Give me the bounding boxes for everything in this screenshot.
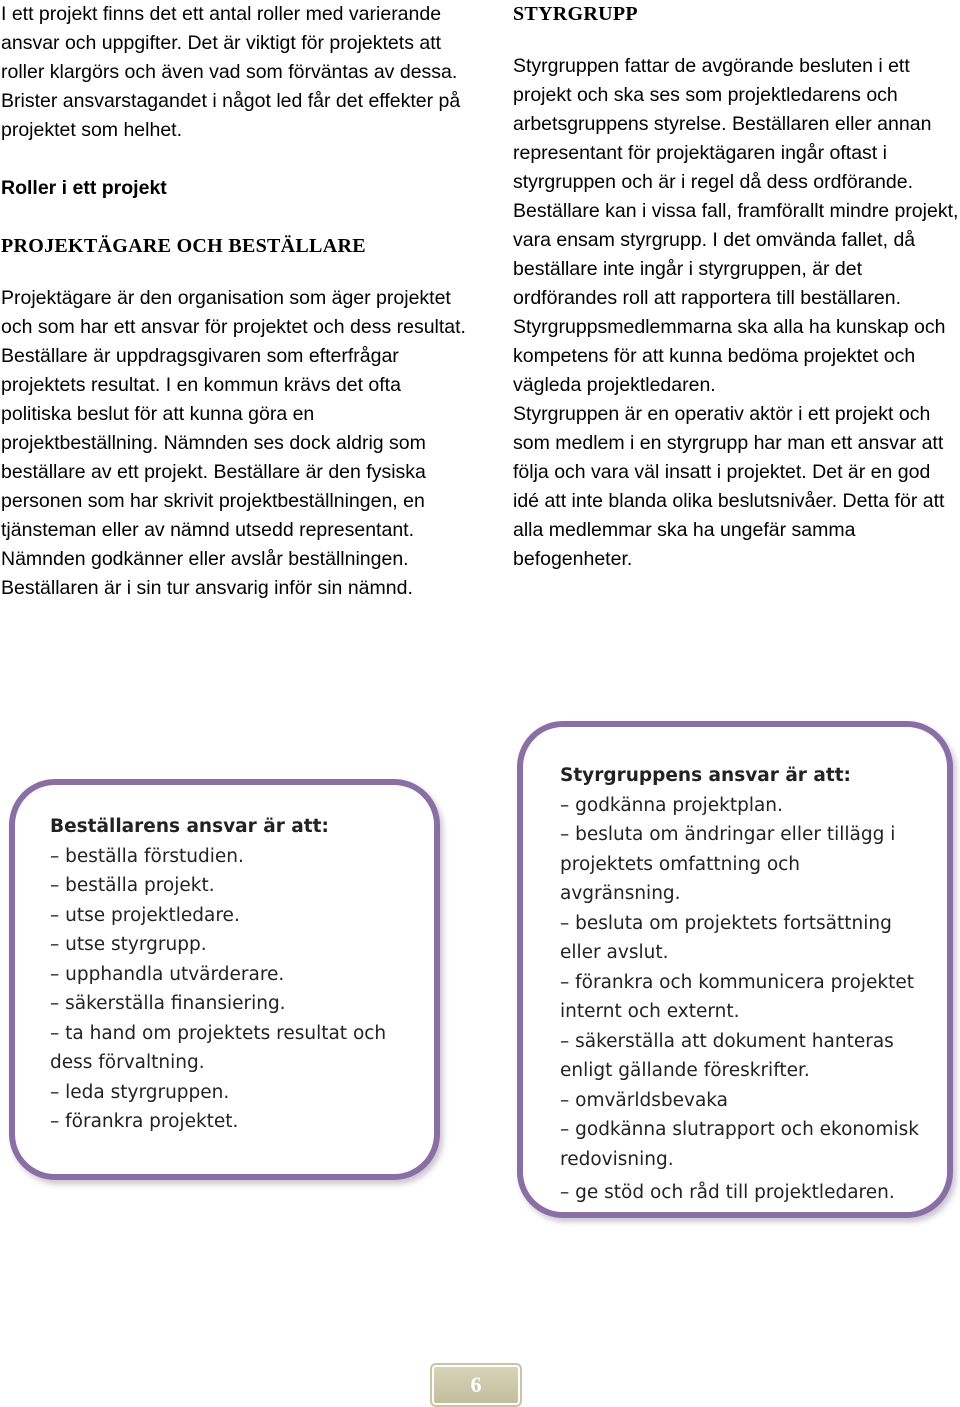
projektagare-body: Projektägare är den organisation som äger projektet och som har ett ansvar för projektet och dess resultat. Beställare är uppdragsgivaren som efterfrågar projektets resultat. I en kommun krävs det ofta politiska beslut för att kunna göra en projektbeställning. Nämnden ses dock aldrig som beställare av ett projekt. Beställare är den fysiska personen som har skrivit projektbeställningen, en tjänsteman eller av nämnd utsedd representant. Nämnden godkänner eller avslår beställningen. Beställaren är i sin tur ansvarig inför sin nämnd.: [1, 287, 466, 599]
list-item: – utse styrgrupp.: [50, 934, 207, 955]
styrgrupp-responsibility-box: [517, 721, 953, 1218]
list-item: – säkerställa att dokument hanteras enligt gällande föreskrifter.: [560, 1030, 894, 1081]
list-item: – godkänna projektplan.: [560, 794, 783, 816]
list-item: – förankra och kommunicera projektet internt och externt.: [560, 971, 915, 1022]
list-item: – godkänna slutrapport och ekonomisk redovisning.: [560, 1119, 919, 1170]
list-item: – omvärldsbevaka: [560, 1089, 729, 1111]
styrgrupp-body-2: Styrgruppsmedlemmarna ska alla ha kunskap och kompetens för att kunna bedöma projektet och vägleda projektledaren.: [513, 316, 946, 396]
list-item: – besluta om ändringar eller tillägg i projektets omfattning och avgränsning.: [560, 824, 896, 904]
styrgrupp-heading: STYRGRUPP: [513, 3, 638, 25]
list-item: – leda styrgruppen.: [50, 1081, 230, 1103]
left-column: [1, 0, 471, 603]
list-item: – beställa projekt.: [50, 875, 215, 896]
list-item: – ge stöd och råd till projektledaren.: [560, 1182, 895, 1203]
list-item: – säkerställa finansiering.: [50, 993, 286, 1014]
bestallare-box-title: Beställarens ansvar är att:: [50, 816, 329, 837]
bestallare-responsibility-box: [9, 779, 440, 1180]
styrgrupp-responsibility-list: [560, 791, 923, 1208]
styrgrupp-body-3: Styrgruppen är en operativ aktör i ett projekt och som medlem i en styrgrupp har man ett ansvar att följa och vara väl insatt i projektet. Det är en god idé att inte blanda olika beslutsnivåer. Detta för att alla medlemmar ska ha ungefär samma befogenheter.: [513, 403, 945, 570]
projektagare-heading: PROJEKTÄGARE OCH BESTÄLLARE: [1, 235, 366, 257]
roles-heading: Roller i ett projekt: [1, 177, 167, 199]
styrgrupp-body: Styrgruppen fattar de avgörande besluten i ett projekt och ska ses som projektledarens och arbetsgruppens styrelse. Beställaren eller annan representant för projektägaren ingår oftast i styrgruppen och är i regel då dess ordförande. Beställare kan i vissa fall, framförallt mindre projekt, vara ensam styrgrupp. I det omvända fallet, då beställare inte ingår i styrgruppen, är det ordförandes roll att rapportera till beställaren.: [513, 55, 959, 309]
intro-paragraph: I ett projekt finns det ett antal roller med varierande ansvar och uppgifter. Det är viktigt för projektets att roller klargörs och även vad som förväntas av dessa. Brister ansvarstagandet i något led får det effekter på projektet som helhet.: [1, 3, 461, 141]
list-item: – förankra projektet.: [50, 1111, 239, 1132]
list-item: – upphandla utvärderare.: [50, 963, 285, 985]
list-item: – utse projektledare.: [50, 904, 240, 926]
bestallare-responsibility-list: [50, 842, 414, 1137]
list-item: – beställa förstudien.: [50, 845, 244, 867]
right-column: [513, 0, 960, 574]
page-number: 6: [432, 1365, 520, 1405]
styrgrupp-box-title: Styrgruppens ansvar är att:: [560, 765, 851, 786]
list-item: – ta hand om projektets resultat och dess förvaltning.: [50, 1022, 387, 1073]
list-item: – besluta om projektets fortsättning eller avslut.: [560, 912, 892, 963]
